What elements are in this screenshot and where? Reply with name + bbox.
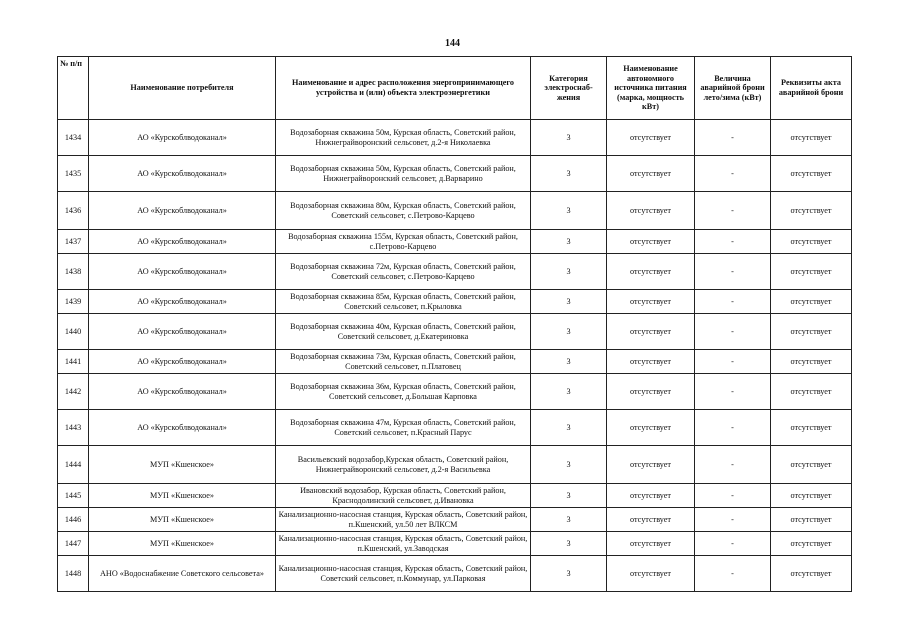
- object-address: Водозаборная скважина 50м, Курская область, Советский район, Нижнеграйворонский сельсовет, д.Варварино: [276, 156, 531, 192]
- supply-category: 3: [531, 446, 607, 484]
- act-details: отсутствует: [771, 410, 852, 446]
- supply-category: 3: [531, 556, 607, 592]
- power-source: отсутствует: [607, 350, 695, 374]
- row-number: 1445: [58, 484, 89, 508]
- object-address: Васильевский водозабор,Курская область, Советский район, Нижнеграйворонский сельсовет, д.2-я Васильевка: [276, 446, 531, 484]
- row-number: 1439: [58, 290, 89, 314]
- power-source: отсутствует: [607, 556, 695, 592]
- reserve-value: -: [695, 556, 771, 592]
- act-details: отсутствует: [771, 532, 852, 556]
- object-address: Канализационно-насосная станция, Курская область, Советский район, п.Кшенский, ул.Заводская: [276, 532, 531, 556]
- table-row: [58, 314, 852, 350]
- object-address: Водозаборная скважина 73м, Курская область, Советский район, Советский сельсовет, п.Платовец: [276, 350, 531, 374]
- act-details: отсутствует: [771, 508, 852, 532]
- consumer-name: АО «Курскоблводоканал»: [89, 314, 276, 350]
- consumer-name: МУП «Кшенское»: [89, 508, 276, 532]
- object-address: Водозаборная скважина 80м, Курская область, Советский район, Советский сельсовет, с.Петрово-Карцево: [276, 192, 531, 230]
- supply-category: 3: [531, 484, 607, 508]
- power-source: отсутствует: [607, 532, 695, 556]
- act-details: отсутствует: [771, 556, 852, 592]
- reserve-value: -: [695, 508, 771, 532]
- table-row: [58, 446, 852, 484]
- act-details: отсутствует: [771, 350, 852, 374]
- reserve-value: -: [695, 120, 771, 156]
- object-address: Водозаборная скважина 47м, Курская область, Советский район, Советский сельсовет, п.Красный Парус: [276, 410, 531, 446]
- power-source: отсутствует: [607, 230, 695, 254]
- consumer-name: АО «Курскоблводоканал»: [89, 410, 276, 446]
- table-row: [58, 374, 852, 410]
- table-row: [58, 532, 852, 556]
- consumer-name: АО «Курскоблводоканал»: [89, 120, 276, 156]
- object-address: Водозаборная скважина 50м, Курская область, Советский район, Нижнеграйворонский сельсовет, д.2-я Николаевка: [276, 120, 531, 156]
- reserve-value: -: [695, 532, 771, 556]
- table-row: [58, 156, 852, 192]
- row-number: 1446: [58, 508, 89, 532]
- reserve-value: -: [695, 410, 771, 446]
- reserve-value: -: [695, 290, 771, 314]
- reserve-value: -: [695, 156, 771, 192]
- header-category: Категория электроснаб-жения: [531, 57, 607, 120]
- header-row: [58, 57, 852, 120]
- power-source: отсутствует: [607, 290, 695, 314]
- supply-category: 3: [531, 508, 607, 532]
- table-row: [58, 230, 852, 254]
- table-row: [58, 508, 852, 532]
- power-source: отсутствует: [607, 120, 695, 156]
- act-details: отсутствует: [771, 314, 852, 350]
- power-source: отсутствует: [607, 192, 695, 230]
- supply-category: 3: [531, 374, 607, 410]
- consumer-name: АО «Курскоблводоканал»: [89, 230, 276, 254]
- power-source: отсутствует: [607, 314, 695, 350]
- header-number: № п/п: [58, 57, 89, 120]
- consumer-name: АО «Курскоблводоканал»: [89, 192, 276, 230]
- act-details: отсутствует: [771, 484, 852, 508]
- table-row: [58, 410, 852, 446]
- consumer-name: АО «Курскоблводоканал»: [89, 350, 276, 374]
- supply-category: 3: [531, 192, 607, 230]
- object-address: Водозаборная скважина 40м, Курская область, Советский район, Советский сельсовет, д.Екатериновка: [276, 314, 531, 350]
- act-details: отсутствует: [771, 230, 852, 254]
- power-source: отсутствует: [607, 254, 695, 290]
- row-number: 1438: [58, 254, 89, 290]
- power-source: отсутствует: [607, 410, 695, 446]
- supply-category: 3: [531, 290, 607, 314]
- reserve-value: -: [695, 254, 771, 290]
- row-number: 1434: [58, 120, 89, 156]
- row-number: 1437: [58, 230, 89, 254]
- act-details: отсутствует: [771, 374, 852, 410]
- consumer-name: МУП «Кшенское»: [89, 532, 276, 556]
- object-address: Водозаборная скважина 36м, Курская область, Советский район, Советский сельсовет, д.Большая Карповка: [276, 374, 531, 410]
- table-row: [58, 290, 852, 314]
- reserve-value: -: [695, 230, 771, 254]
- table-row: [58, 484, 852, 508]
- act-details: отсутствует: [771, 156, 852, 192]
- power-source: отсутствует: [607, 374, 695, 410]
- object-address: Водозаборная скважина 85м, Курская область, Советский район, Советский сельсовет, п.Крыловка: [276, 290, 531, 314]
- supply-category: 3: [531, 350, 607, 374]
- reserve-value: -: [695, 446, 771, 484]
- supply-category: 3: [531, 230, 607, 254]
- supply-category: 3: [531, 254, 607, 290]
- act-details: отсутствует: [771, 290, 852, 314]
- reserve-value: -: [695, 374, 771, 410]
- header-consumer: Наименование потребителя: [89, 57, 276, 120]
- row-number: 1440: [58, 314, 89, 350]
- supply-category: 3: [531, 532, 607, 556]
- reserve-value: -: [695, 350, 771, 374]
- supply-category: 3: [531, 120, 607, 156]
- supply-category: 3: [531, 156, 607, 192]
- table-row: [58, 556, 852, 592]
- page-number: 144: [445, 38, 460, 49]
- row-number: 1448: [58, 556, 89, 592]
- act-details: отсутствует: [771, 254, 852, 290]
- consumer-name: АО «Курскоблводоканал»: [89, 156, 276, 192]
- consumer-table: [57, 56, 852, 592]
- object-address: Канализационно-насосная станция, Курская область, Советский район, Советский сельсовет, п.Коммунар, ул.Парковая: [276, 556, 531, 592]
- consumer-name: АНО «Водоснабжение Советского сельсовета»: [89, 556, 276, 592]
- power-source: отсутствует: [607, 508, 695, 532]
- row-number: 1435: [58, 156, 89, 192]
- row-number: 1443: [58, 410, 89, 446]
- table-row: [58, 192, 852, 230]
- consumer-name: МУП «Кшенское»: [89, 446, 276, 484]
- reserve-value: -: [695, 192, 771, 230]
- supply-category: 3: [531, 314, 607, 350]
- row-number: 1442: [58, 374, 89, 410]
- row-number: 1441: [58, 350, 89, 374]
- supply-category: 3: [531, 410, 607, 446]
- power-source: отсутствует: [607, 446, 695, 484]
- row-number: 1444: [58, 446, 89, 484]
- row-number: 1436: [58, 192, 89, 230]
- table-row: [58, 120, 852, 156]
- reserve-value: -: [695, 314, 771, 350]
- table-row: [58, 350, 852, 374]
- act-details: отсутствует: [771, 446, 852, 484]
- object-address: Водозаборная скважина 155м, Курская область, Советский район, с.Петрово-Карцево: [276, 230, 531, 254]
- power-source: отсутствует: [607, 156, 695, 192]
- header-reserve: Величина аварийной брони лето/зима (кВт): [695, 57, 771, 120]
- power-source: отсутствует: [607, 484, 695, 508]
- consumer-name: АО «Курскоблводоканал»: [89, 254, 276, 290]
- header-power-source: Наименование автономного источника питания (марка, мощность кВт): [607, 57, 695, 120]
- consumer-name: АО «Курскоблводоканал»: [89, 290, 276, 314]
- act-details: отсутствует: [771, 120, 852, 156]
- act-details: отсутствует: [771, 192, 852, 230]
- table-row: [58, 254, 852, 290]
- consumer-name: АО «Курскоблводоканал»: [89, 374, 276, 410]
- consumer-name: МУП «Кшенское»: [89, 484, 276, 508]
- object-address: Канализационно-насосная станция, Курская область, Советский район, п.Кшенский, ул.50 лет ВЛКСМ: [276, 508, 531, 532]
- row-number: 1447: [58, 532, 89, 556]
- reserve-value: -: [695, 484, 771, 508]
- object-address: Водозаборная скважина 72м, Курская область, Советский район, Советский сельсовет, с.Петрово-Карцево: [276, 254, 531, 290]
- object-address: Ивановский водозабор, Курская область, Советский район, Краснодолинский сельсовет, д.Ивановка: [276, 484, 531, 508]
- header-act: Реквизиты акта аварийной брони: [771, 57, 852, 120]
- header-address: Наименование и адрес расположения энергопринимающего устройства и (или) объекта электроэнергетики: [276, 57, 531, 120]
